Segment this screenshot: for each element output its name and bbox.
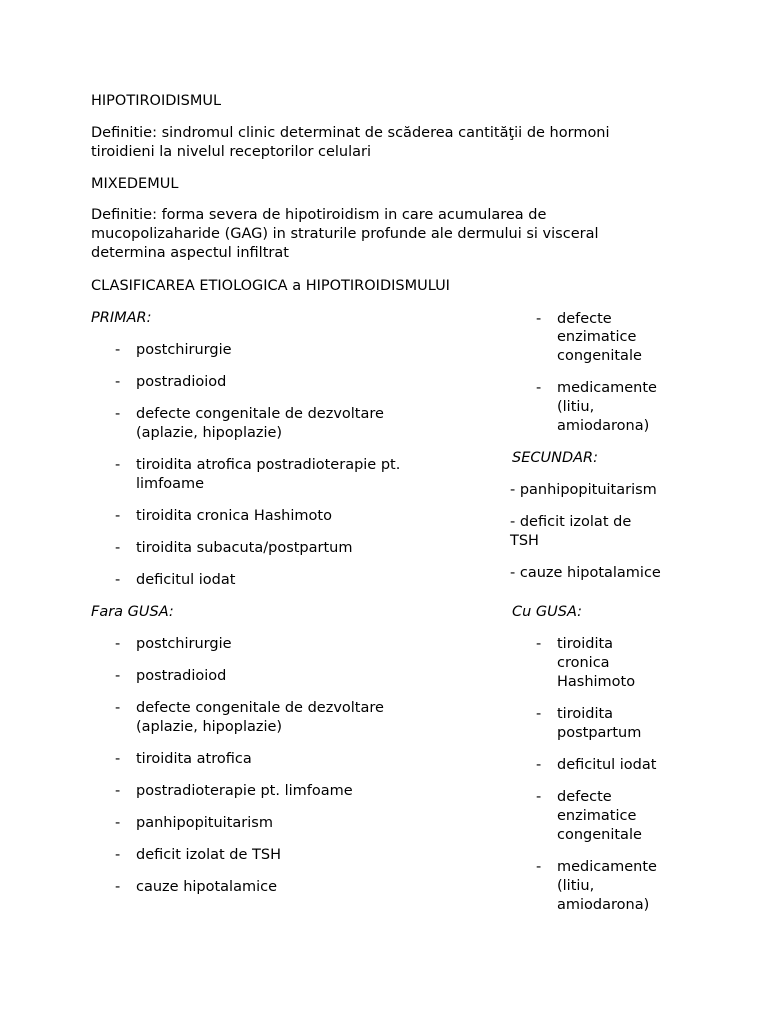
list-dash: - [536, 757, 542, 773]
secundar-heading: SECUNDAR: [512, 450, 598, 466]
list-item: deficitul iodat [136, 572, 236, 588]
list-item-continuation: postpartum [557, 725, 642, 741]
list-item-continuation: amiodarona) [557, 897, 650, 913]
list-item-continuation: enzimatice [557, 808, 637, 824]
list-dash: - [115, 540, 121, 556]
list-item: tiroidita atrofica [136, 751, 252, 767]
list-item: defecte [557, 311, 612, 327]
list-item-continuation: limfoame [136, 476, 205, 492]
list-item: tiroidita cronica Hashimoto [136, 508, 332, 524]
classification-title: CLASIFICAREA ETIOLOGICA a HIPOTIROIDISMULUI [91, 278, 450, 294]
list-dash: - [115, 406, 121, 422]
list-dash: - [115, 847, 121, 863]
list-item-continuation: amiodarona) [557, 418, 650, 434]
list-item: postradioiod [136, 374, 227, 390]
list-dash: - [115, 342, 121, 358]
list-item: postchirurgie [136, 342, 232, 358]
list-item: tiroidita [557, 636, 614, 652]
list-item: panhipopituitarism [136, 815, 273, 831]
list-item-continuation: Hashimoto [557, 674, 636, 690]
secundar-item: - panhipopituitarism [510, 482, 657, 498]
list-dash: - [115, 815, 121, 831]
secundar-item-continuation: TSH [510, 533, 539, 549]
primar-heading: PRIMAR: [91, 310, 152, 326]
list-dash: - [115, 700, 121, 716]
document-title: HIPOTIROIDISMUL [91, 93, 222, 109]
list-item: cauze hipotalamice [136, 879, 278, 895]
list-item: medicamente [557, 380, 657, 396]
list-dash: - [115, 783, 121, 799]
fara-gusa-heading: Fara GUSA: [91, 604, 174, 620]
secundar-item: - cauze hipotalamice [510, 565, 661, 581]
list-dash: - [536, 311, 542, 327]
list-item: defecte congenitale de dezvoltare [136, 406, 384, 422]
list-dash: - [115, 751, 121, 767]
list-item: postchirurgie [136, 636, 232, 652]
list-item-continuation: (litiu, [557, 399, 595, 415]
list-item: postradioterapie pt. limfoame [136, 783, 353, 799]
list-dash: - [115, 374, 121, 390]
list-item-continuation: congenitale [557, 827, 642, 843]
list-item-continuation: congenitale [557, 348, 642, 364]
list-dash: - [536, 380, 542, 396]
secundar-item: - deficit izolat de [510, 514, 632, 530]
mixedem-title: MIXEDEMUL [91, 176, 179, 192]
list-item: deficitul iodat [557, 757, 657, 773]
list-item: defecte [557, 789, 612, 805]
definition-mixedem-line-1: Definitie: forma severa de hipotiroidism in care acumularea de [91, 207, 547, 223]
definition-mixedem-line-2: mucopolizaharide (GAG) in straturile profunde ale dermului si visceral [91, 226, 599, 242]
list-item-continuation: cronica [557, 655, 610, 671]
list-dash: - [536, 706, 542, 722]
list-item-continuation: (aplazie, hipoplazie) [136, 719, 283, 735]
list-dash: - [115, 636, 121, 652]
list-item-continuation: (litiu, [557, 878, 595, 894]
list-dash: - [115, 457, 121, 473]
list-item: tiroidita subacuta/postpartum [136, 540, 353, 556]
definition-hipotiroidism-line-1: Definitie: sindromul clinic determinat de scăderea cantităţii de hormoni [91, 125, 610, 141]
list-item-continuation: enzimatice [557, 329, 637, 345]
list-dash: - [115, 668, 121, 684]
list-item: tiroidita [557, 706, 614, 722]
list-dash: - [115, 879, 121, 895]
list-item: postradioiod [136, 668, 227, 684]
list-dash: - [115, 508, 121, 524]
definition-hipotiroidism-line-2: tiroidieni la nivelul receptorilor celulari [91, 144, 372, 160]
list-item-continuation: (aplazie, hipoplazie) [136, 425, 283, 441]
list-dash: - [536, 859, 542, 875]
cu-gusa-heading: Cu GUSA: [512, 604, 583, 620]
definition-mixedem-line-3: determina aspectul infiltrat [91, 245, 289, 261]
list-dash: - [536, 789, 542, 805]
list-item: tiroidita atrofica postradioterapie pt. [136, 457, 401, 473]
list-item: medicamente [557, 859, 657, 875]
list-dash: - [115, 572, 121, 588]
list-dash: - [536, 636, 542, 652]
list-item: defecte congenitale de dezvoltare [136, 700, 384, 716]
list-item: deficit izolat de TSH [136, 847, 281, 863]
